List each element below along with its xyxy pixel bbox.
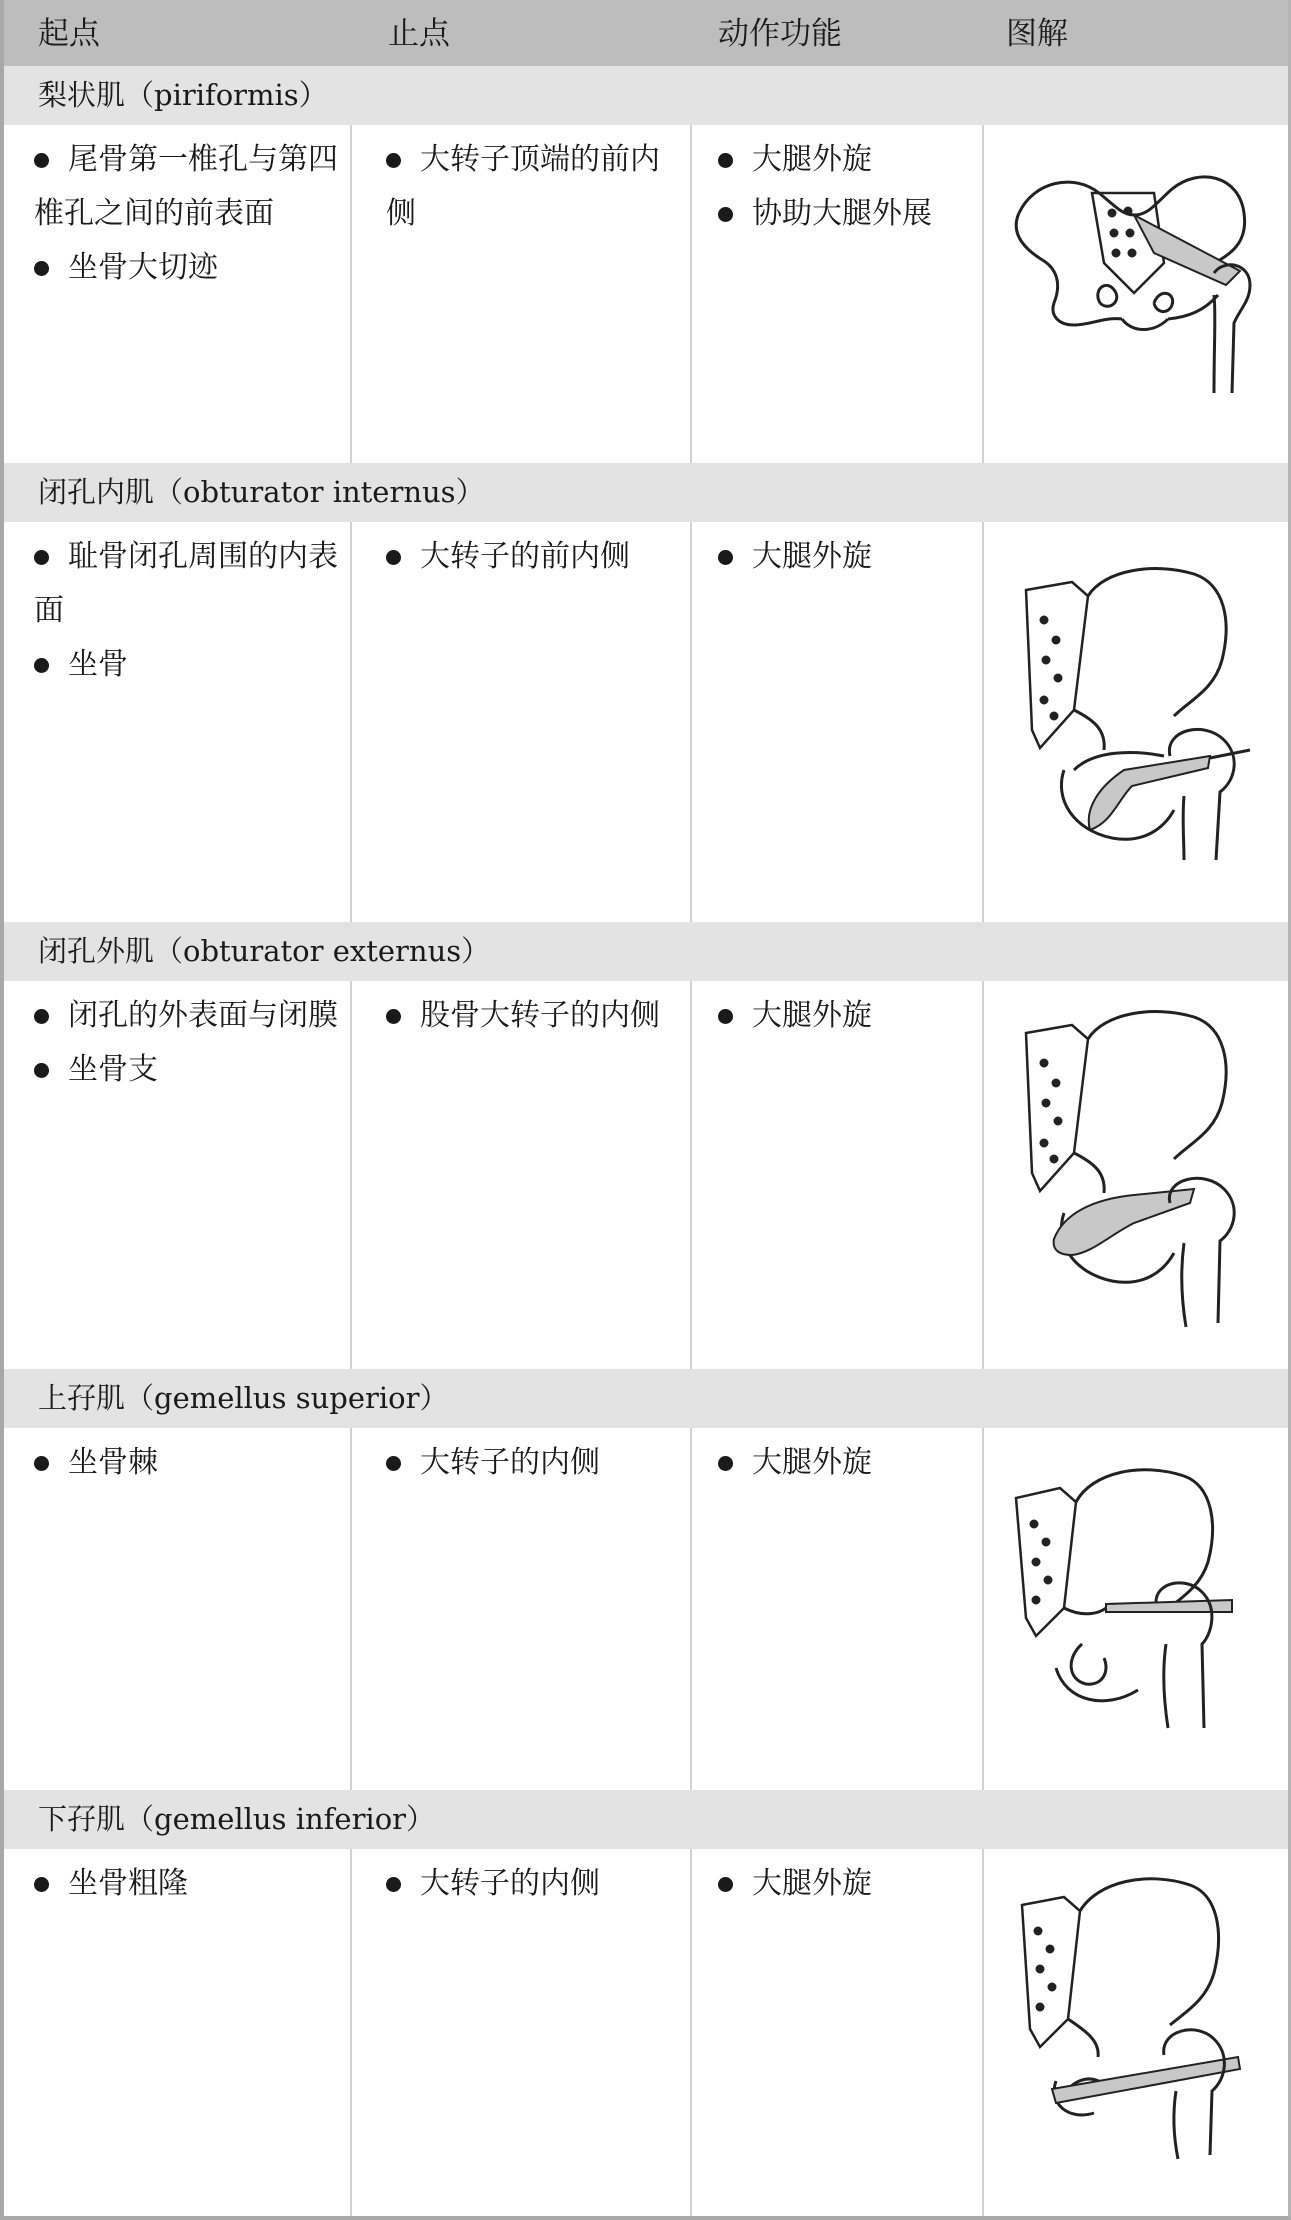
pelvis-side-illustration [1014, 560, 1264, 870]
muscle-name: 闭孔外肌（obturator externus） [38, 934, 491, 968]
table-row-piriformis [4, 125, 1288, 463]
insertion-cell [386, 530, 676, 584]
muscle-name: 闭孔内肌（obturator internus） [38, 475, 485, 509]
list-item: 耻骨闭孔周围的内表面 [34, 530, 344, 638]
action-cell [718, 133, 976, 241]
action-cell [718, 1857, 976, 1911]
list-item: 大转子顶端的前内侧 [386, 133, 676, 241]
section-title-obturator-internus [4, 463, 1288, 522]
origin-cell [34, 133, 344, 295]
pelvis-side-illustration [1006, 1458, 1256, 1748]
list-item: 坐骨棘 [34, 1436, 344, 1490]
pelvis-front-illustration [1004, 153, 1264, 413]
insertion-cell [386, 1436, 676, 1490]
list-item: 坐骨粗隆 [34, 1857, 344, 1911]
insertion-cell [386, 133, 676, 241]
action-cell [718, 1436, 976, 1490]
table-header [4, 0, 1288, 66]
list-item: 大腿外旋 [718, 989, 976, 1043]
section-title-obturator-externus [4, 922, 1288, 981]
pelvis-side-illustration [1012, 1869, 1262, 2169]
muscle-name: 梨状肌（piriformis） [38, 78, 328, 112]
section-title-gemellus-inferior [4, 1790, 1288, 1849]
list-item: 协助大腿外展 [718, 187, 976, 241]
pelvis-side-illustration [1014, 1003, 1264, 1343]
table-row-obturator-externus [4, 981, 1288, 1369]
table-row-gemellus-superior [4, 1428, 1288, 1790]
muscle-name: 上孖肌（gemellus superior） [38, 1381, 449, 1415]
header-origin: 起点 [38, 16, 100, 52]
table-row-gemellus-inferior [4, 1849, 1288, 2216]
muscle-name: 下孖肌（gemellus inferior） [38, 1802, 436, 1836]
header-action: 动作功能 [718, 16, 842, 52]
origin-cell [34, 989, 354, 1097]
list-item: 大腿外旋 [718, 1436, 976, 1490]
header-insertion: 止点 [388, 16, 450, 52]
origin-cell [34, 530, 344, 692]
list-item: 大转子的前内侧 [386, 530, 676, 584]
list-item: 尾骨第一椎孔与第四椎孔之间的前表面 [34, 133, 344, 241]
list-item: 大腿外旋 [718, 530, 976, 584]
action-cell [718, 989, 976, 1043]
origin-cell [34, 1857, 344, 1911]
list-item: 大转子的内侧 [386, 1857, 676, 1911]
table-row-obturator-internus [4, 522, 1288, 922]
header-figure: 图解 [1006, 16, 1068, 52]
list-item: 股骨大转子的内侧 [386, 989, 686, 1043]
list-item: 大腿外旋 [718, 133, 976, 187]
action-cell [718, 530, 976, 584]
list-item: 闭孔的外表面与闭膜 [34, 989, 354, 1043]
section-title-piriformis [4, 66, 1288, 125]
insertion-cell [386, 1857, 676, 1911]
origin-cell [34, 1436, 344, 1490]
list-item: 大腿外旋 [718, 1857, 976, 1911]
insertion-cell [386, 989, 686, 1043]
list-item: 大转子的内侧 [386, 1436, 676, 1490]
list-item: 坐骨 [34, 638, 344, 692]
list-item: 坐骨支 [34, 1043, 354, 1097]
list-item: 坐骨大切迹 [34, 241, 344, 295]
section-title-gemellus-superior [4, 1369, 1288, 1428]
